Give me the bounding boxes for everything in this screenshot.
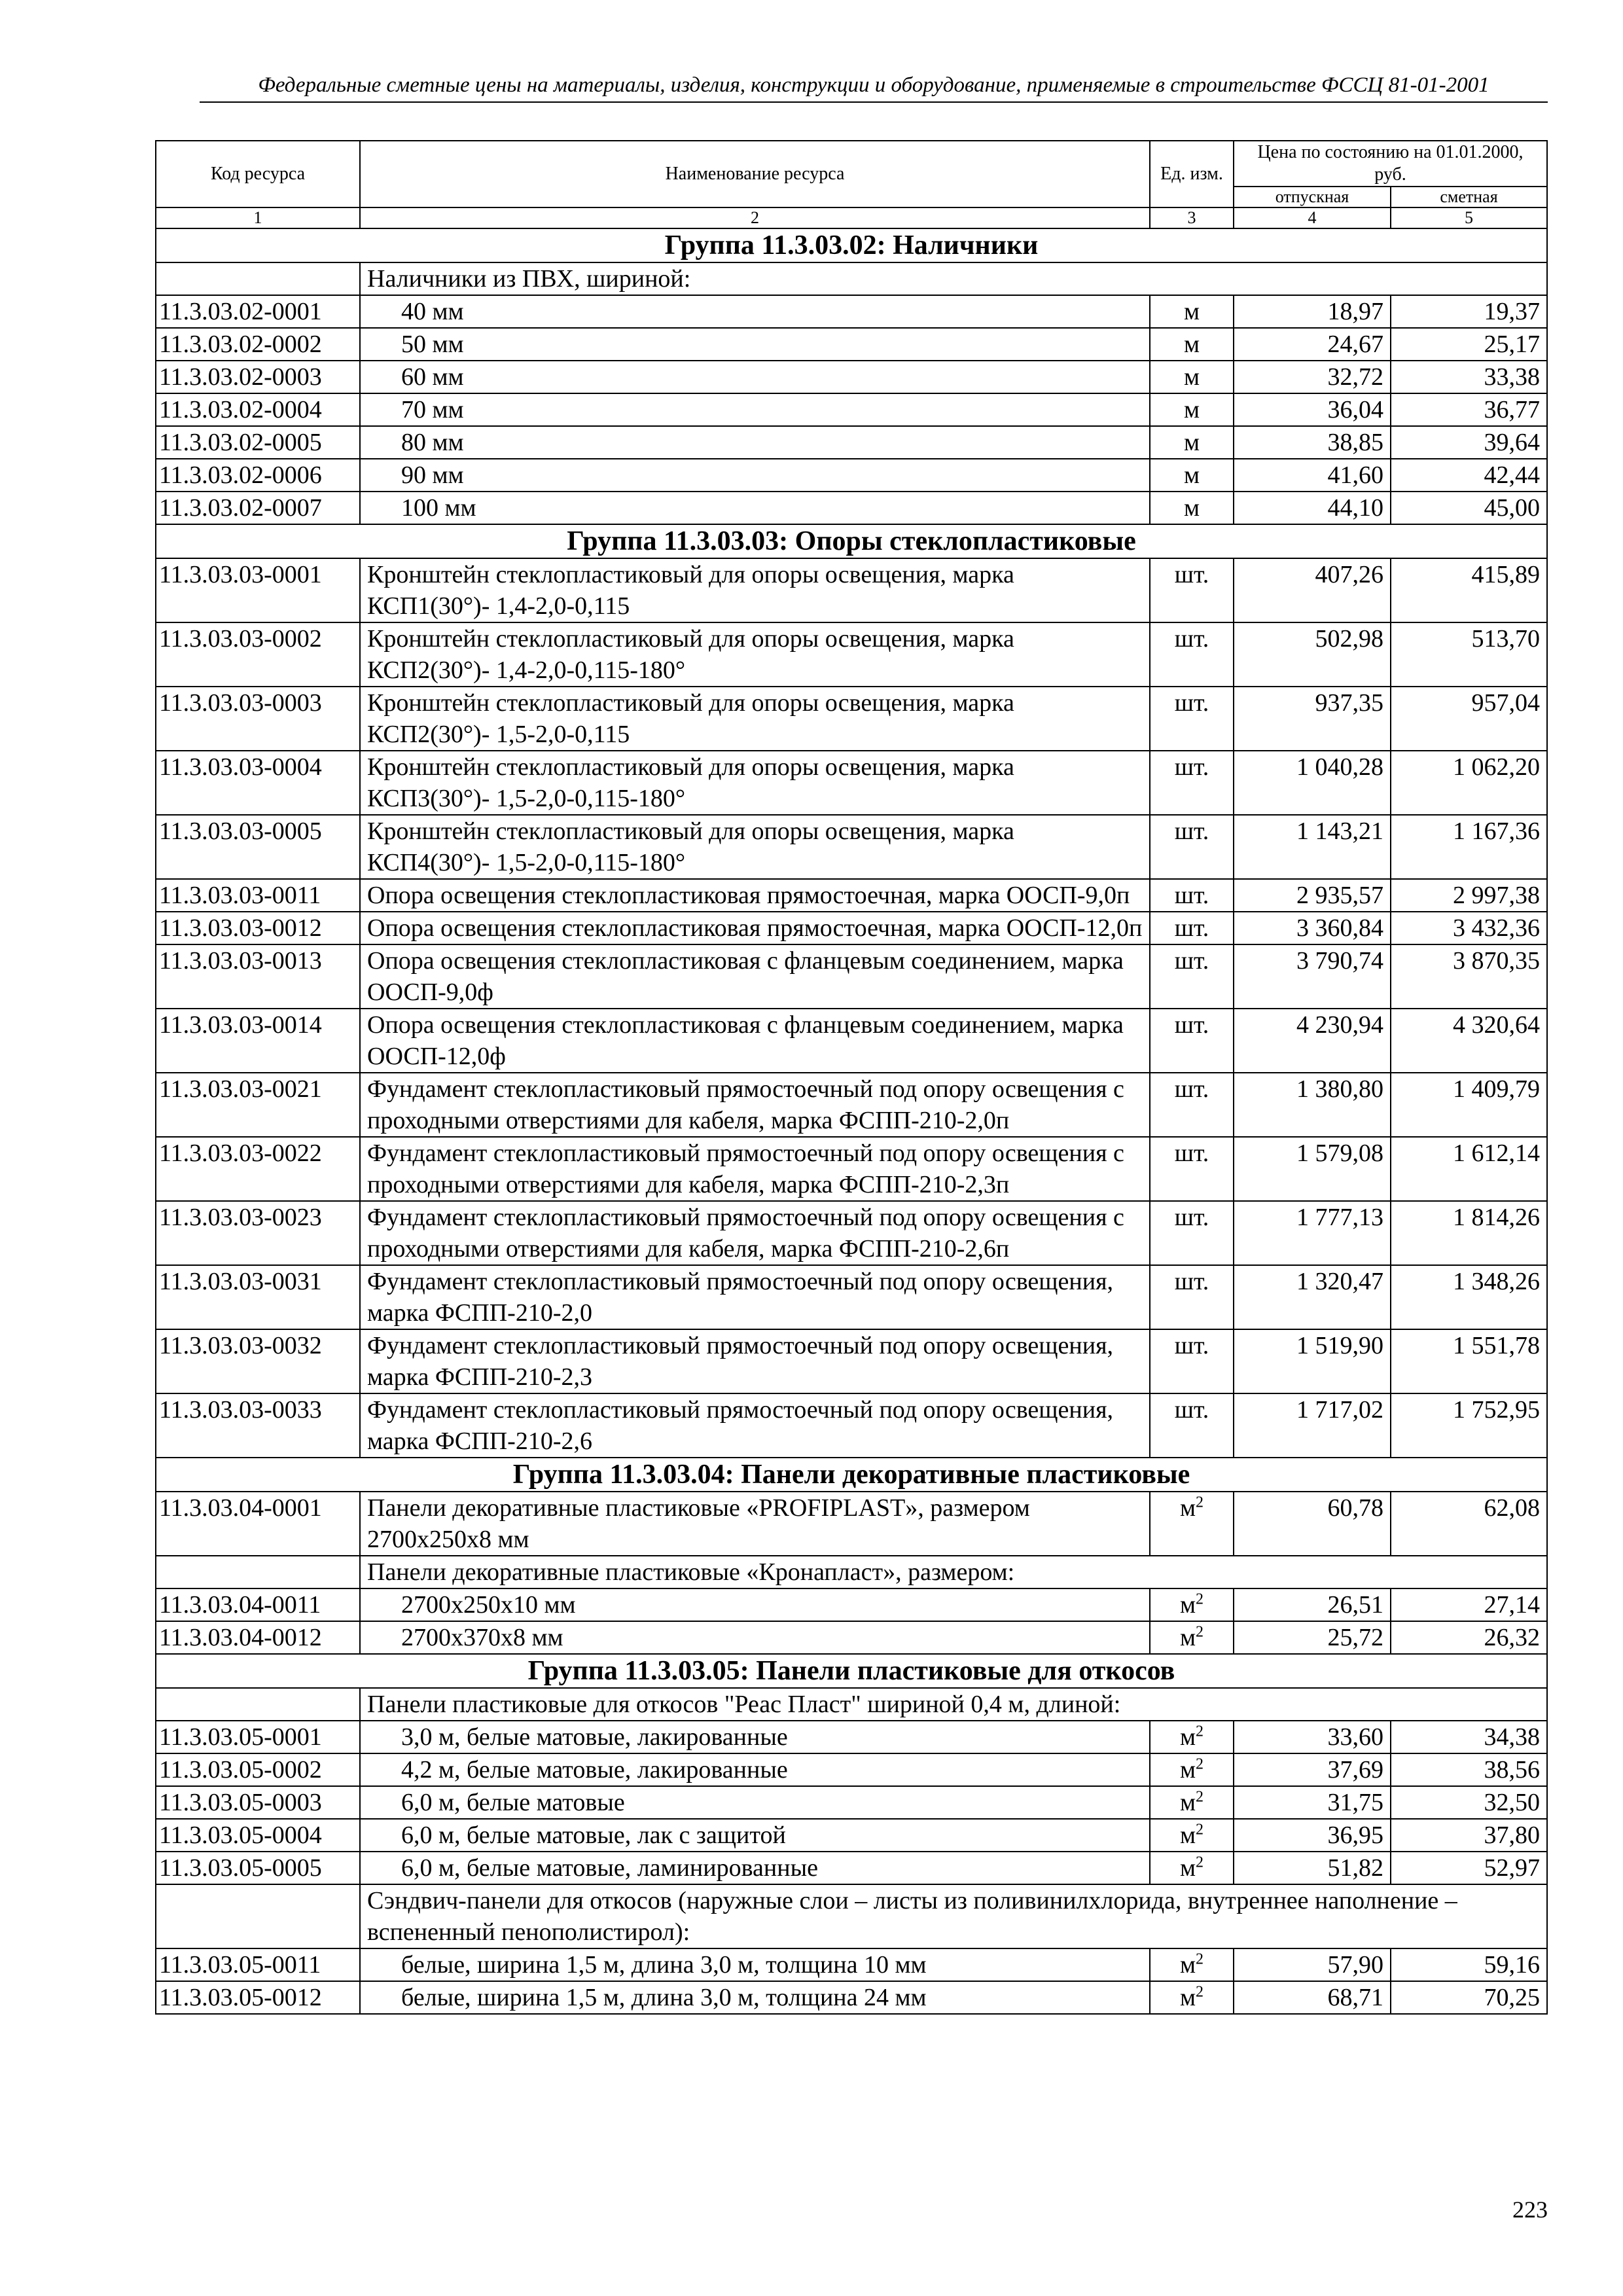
subheading-text: Наличники из ПВХ, шириной: [360, 262, 1547, 295]
price-release: 3 790,74 [1234, 944, 1391, 1009]
resource-code: 11.3.03.05-0005 [156, 1852, 360, 1884]
unit-superscript: 2 [1196, 1983, 1204, 2001]
price-release: 4 230,94 [1234, 1009, 1391, 1073]
header-price-release: отпускная [1234, 187, 1391, 207]
price-estimate: 1 551,78 [1391, 1329, 1547, 1393]
subheading-row [156, 1688, 1547, 1721]
resource-code: 11.3.03.05-0011 [156, 1948, 360, 1981]
table-row [156, 1786, 1547, 1819]
table-row [156, 1492, 1547, 1556]
running-header: Федеральные сметные цены на материалы, изделия, конструкции и оборудование, применяемые в строительстве ФССЦ 81-01-2001 [200, 73, 1548, 103]
resource-code: 11.3.03.03-0023 [156, 1201, 360, 1265]
price-estimate: 26,32 [1391, 1621, 1547, 1654]
subheading-text: Сэндвич-панели для откосов (наружные слои – листы из поливинилхлорида, внутреннее наполнение – вспененный пенополистирол): [360, 1884, 1547, 1948]
unit-text: м [1179, 1951, 1196, 1979]
unit-text: м [1179, 1591, 1196, 1619]
price-estimate: 39,64 [1391, 426, 1547, 459]
group-row [156, 524, 1547, 558]
resource-name: Фундамент стеклопластиковый прямостоечный под опору освещения, марка ФСПП-210-2,3 [360, 1329, 1150, 1393]
unit-text: шт. [1174, 817, 1209, 845]
resource-code: 11.3.03.02-0006 [156, 459, 360, 492]
resource-name: Опора освещения стеклопластиковая с фланцевым соединением, марка ООСП-9,0ф [360, 944, 1150, 1009]
resource-code: 11.3.03.05-0003 [156, 1786, 360, 1819]
price-release: 60,78 [1234, 1492, 1391, 1556]
price-estimate: 32,50 [1391, 1786, 1547, 1819]
price-estimate: 38,56 [1391, 1753, 1547, 1786]
table-row [156, 361, 1547, 393]
resource-code: 11.3.03.02-0003 [156, 361, 360, 393]
table-row [156, 1948, 1547, 1981]
table-row [156, 1329, 1547, 1393]
table-row [156, 1009, 1547, 1073]
unit-text: м [1179, 1756, 1196, 1784]
resource-name: 6,0 м, белые матовые, лак с защитой [360, 1819, 1150, 1852]
resource-code: 11.3.03.03-0002 [156, 622, 360, 687]
price-release: 502,98 [1234, 622, 1391, 687]
price-estimate: 1 612,14 [1391, 1137, 1547, 1201]
price-release: 1 777,13 [1234, 1201, 1391, 1265]
empty-cell [156, 262, 360, 295]
unit-text: м [1179, 1494, 1196, 1522]
resource-name: 60 мм [360, 361, 1150, 393]
table-row [156, 1265, 1547, 1329]
unit-cell [1150, 1981, 1234, 2014]
price-estimate: 2 997,38 [1391, 879, 1547, 912]
resource-name: Фундамент стеклопластиковый прямостоечный под опору освещения с проходными отверстиями для кабеля, марка ФСПП-210-2,0п [360, 1073, 1150, 1137]
resource-code: 11.3.03.05-0001 [156, 1721, 360, 1753]
price-release: 18,97 [1234, 295, 1391, 328]
unit-cell [1150, 1852, 1234, 1884]
table-row [156, 558, 1547, 622]
price-estimate: 3 870,35 [1391, 944, 1547, 1009]
table-row [156, 1137, 1547, 1201]
unit-cell [1150, 295, 1234, 328]
group-row [156, 228, 1547, 262]
table-row [156, 1721, 1547, 1753]
unit-superscript: 2 [1196, 1950, 1204, 1968]
table-body [156, 228, 1547, 2014]
unit-text: м [1183, 461, 1200, 489]
resource-code: 11.3.03.03-0022 [156, 1137, 360, 1201]
resource-name: Фундамент стеклопластиковый прямостоечный под опору освещения с проходными отверстиями для кабеля, марка ФСПП-210-2,6п [360, 1201, 1150, 1265]
unit-text: м [1183, 331, 1200, 358]
unit-cell [1150, 1137, 1234, 1201]
price-estimate: 957,04 [1391, 687, 1547, 751]
resource-name: 2700х370х8 мм [360, 1621, 1150, 1654]
resource-name: 50 мм [360, 328, 1150, 361]
resource-code: 11.3.03.05-0012 [156, 1981, 360, 2014]
unit-cell [1150, 944, 1234, 1009]
unit-text: шт. [1174, 882, 1209, 909]
subheading-row [156, 1556, 1547, 1588]
unit-cell [1150, 815, 1234, 879]
unit-cell [1150, 1073, 1234, 1137]
unit-cell [1150, 1265, 1234, 1329]
column-number: 1 [156, 207, 360, 228]
subheading-row [156, 262, 1547, 295]
unit-cell [1150, 492, 1234, 524]
resource-code: 11.3.03.03-0013 [156, 944, 360, 1009]
price-estimate: 1 348,26 [1391, 1265, 1547, 1329]
resource-name: 100 мм [360, 492, 1150, 524]
unit-text: м [1179, 1624, 1196, 1651]
column-number: 3 [1150, 207, 1234, 228]
price-estimate: 33,38 [1391, 361, 1547, 393]
column-number: 4 [1234, 207, 1391, 228]
resource-name: 40 мм [360, 295, 1150, 328]
price-estimate: 34,38 [1391, 1721, 1547, 1753]
table-row [156, 1621, 1547, 1654]
unit-text: шт. [1174, 1332, 1209, 1359]
resource-name: Панели декоративные пластиковые «PROFIPLAST», размером 2700х250х8 мм [360, 1492, 1150, 1556]
resource-code: 11.3.03.05-0004 [156, 1819, 360, 1852]
unit-cell [1150, 426, 1234, 459]
subheading-row [156, 1884, 1547, 1948]
unit-cell [1150, 558, 1234, 622]
price-release: 36,95 [1234, 1819, 1391, 1852]
table-row [156, 751, 1547, 815]
unit-text: шт. [1174, 561, 1209, 588]
resource-name: белые, ширина 1,5 м, длина 3,0 м, толщина 10 мм [360, 1948, 1150, 1981]
resource-name: 80 мм [360, 426, 1150, 459]
table-row [156, 1753, 1547, 1786]
resource-name: Опора освещения стеклопластиковая с фланцевым соединением, марка ООСП-12,0ф [360, 1009, 1150, 1073]
price-release: 1 143,21 [1234, 815, 1391, 879]
resource-code: 11.3.03.04-0011 [156, 1588, 360, 1621]
resource-code: 11.3.03.03-0014 [156, 1009, 360, 1073]
table-row [156, 328, 1547, 361]
unit-text: шт. [1174, 1011, 1209, 1039]
table-row [156, 879, 1547, 912]
resource-name: 70 мм [360, 393, 1150, 426]
unit-cell [1150, 1492, 1234, 1556]
unit-superscript: 2 [1196, 1821, 1204, 1839]
unit-text: шт. [1174, 1268, 1209, 1295]
unit-text: м [1183, 363, 1200, 391]
unit-cell [1150, 1753, 1234, 1786]
unit-text: м [1183, 298, 1200, 325]
unit-text: шт. [1174, 1396, 1209, 1424]
unit-cell [1150, 361, 1234, 393]
unit-text: шт. [1174, 914, 1209, 942]
resource-code: 11.3.03.03-0001 [156, 558, 360, 622]
resource-name: 3,0 м, белые матовые, лакированные [360, 1721, 1150, 1753]
unit-superscript: 2 [1196, 1755, 1204, 1773]
resource-name: 90 мм [360, 459, 1150, 492]
resource-code: 11.3.03.05-0002 [156, 1753, 360, 1786]
unit-superscript: 2 [1196, 1590, 1204, 1608]
column-number: 2 [360, 207, 1150, 228]
unit-superscript: 2 [1196, 1494, 1204, 1511]
header-price: Цена по состоянию на 01.01.2000, руб. [1234, 141, 1547, 187]
table-row [156, 393, 1547, 426]
unit-cell [1150, 1948, 1234, 1981]
unit-cell [1150, 459, 1234, 492]
empty-cell [156, 1556, 360, 1588]
price-estimate: 42,44 [1391, 459, 1547, 492]
price-release: 31,75 [1234, 1786, 1391, 1819]
unit-cell [1150, 687, 1234, 751]
table-row [156, 1588, 1547, 1621]
unit-text: шт. [1174, 1139, 1209, 1167]
price-release: 51,82 [1234, 1852, 1391, 1884]
price-release: 3 360,84 [1234, 912, 1391, 944]
price-release: 44,10 [1234, 492, 1391, 524]
resource-code: 11.3.03.03-0003 [156, 687, 360, 751]
unit-cell [1150, 1621, 1234, 1654]
table-row [156, 426, 1547, 459]
page-number: 223 [1512, 2197, 1548, 2223]
price-estimate: 1 409,79 [1391, 1073, 1547, 1137]
resource-name: Кронштейн стеклопластиковый для опоры освещения, марка КСП4(30°)- 1,5-2,0-0,115-180° [360, 815, 1150, 879]
resource-name: Опора освещения стеклопластиковая прямостоечная, марка ООСП-9,0п [360, 879, 1150, 912]
price-estimate: 59,16 [1391, 1948, 1547, 1981]
price-estimate: 1 167,36 [1391, 815, 1547, 879]
resource-code: 11.3.03.03-0011 [156, 879, 360, 912]
resource-code: 11.3.03.03-0033 [156, 1393, 360, 1458]
unit-superscript: 2 [1196, 1854, 1204, 1871]
resource-name: Опора освещения стеклопластиковая прямостоечная, марка ООСП-12,0п [360, 912, 1150, 944]
price-estimate: 19,37 [1391, 295, 1547, 328]
resource-name: белые, ширина 1,5 м, длина 3,0 м, толщина 24 мм [360, 1981, 1150, 2014]
resource-code: 11.3.03.04-0001 [156, 1492, 360, 1556]
price-estimate: 62,08 [1391, 1492, 1547, 1556]
price-release: 1 380,80 [1234, 1073, 1391, 1137]
unit-text: м [1179, 1984, 1196, 2011]
resource-name: 4,2 м, белые матовые, лакированные [360, 1753, 1150, 1786]
resource-code: 11.3.03.02-0002 [156, 328, 360, 361]
unit-text: м [1179, 1723, 1196, 1751]
unit-superscript: 2 [1196, 1788, 1204, 1806]
empty-cell [156, 1688, 360, 1721]
table-row [156, 492, 1547, 524]
unit-cell [1150, 328, 1234, 361]
price-estimate: 3 432,36 [1391, 912, 1547, 944]
price-release: 38,85 [1234, 426, 1391, 459]
unit-text: шт. [1174, 689, 1209, 717]
unit-superscript: 2 [1196, 1723, 1204, 1740]
price-estimate: 36,77 [1391, 393, 1547, 426]
price-estimate: 513,70 [1391, 622, 1547, 687]
unit-cell [1150, 912, 1234, 944]
resource-code: 11.3.03.02-0001 [156, 295, 360, 328]
price-estimate: 25,17 [1391, 328, 1547, 361]
price-release: 33,60 [1234, 1721, 1391, 1753]
unit-cell [1150, 1786, 1234, 1819]
resource-code: 11.3.03.02-0005 [156, 426, 360, 459]
unit-cell [1150, 751, 1234, 815]
price-release: 37,69 [1234, 1753, 1391, 1786]
price-table [155, 140, 1548, 2015]
table-row [156, 1819, 1547, 1852]
unit-cell [1150, 1588, 1234, 1621]
price-release: 407,26 [1234, 558, 1391, 622]
table-row [156, 295, 1547, 328]
table-row [156, 459, 1547, 492]
price-estimate: 1 814,26 [1391, 1201, 1547, 1265]
price-release: 32,72 [1234, 361, 1391, 393]
unit-text: шт. [1174, 625, 1209, 653]
price-release: 1 579,08 [1234, 1137, 1391, 1201]
price-release: 68,71 [1234, 1981, 1391, 2014]
unit-text: шт. [1174, 753, 1209, 781]
unit-text: шт. [1174, 1204, 1209, 1231]
subheading-text: Панели декоративные пластиковые «Кронапласт», размером: [360, 1556, 1547, 1588]
unit-cell [1150, 1009, 1234, 1073]
price-release: 1 040,28 [1234, 751, 1391, 815]
price-release: 41,60 [1234, 459, 1391, 492]
price-estimate: 1 062,20 [1391, 751, 1547, 815]
price-estimate: 1 752,95 [1391, 1393, 1547, 1458]
unit-cell [1150, 1819, 1234, 1852]
resource-name: Кронштейн стеклопластиковый для опоры освещения, марка КСП3(30°)- 1,5-2,0-0,115-180° [360, 751, 1150, 815]
unit-cell [1150, 879, 1234, 912]
price-release: 2 935,57 [1234, 879, 1391, 912]
unit-text: шт. [1174, 947, 1209, 975]
unit-text: м [1183, 494, 1200, 522]
price-release: 1 519,90 [1234, 1329, 1391, 1393]
table-row [156, 1852, 1547, 1884]
resource-code: 11.3.03.03-0021 [156, 1073, 360, 1137]
resource-name: Кронштейн стеклопластиковый для опоры освещения, марка КСП2(30°)- 1,4-2,0-0,115-180° [360, 622, 1150, 687]
unit-cell [1150, 1329, 1234, 1393]
empty-cell [156, 1884, 360, 1948]
price-estimate: 27,14 [1391, 1588, 1547, 1621]
price-estimate: 415,89 [1391, 558, 1547, 622]
price-release: 57,90 [1234, 1948, 1391, 1981]
unit-text: м [1179, 1821, 1196, 1849]
resource-name: Фундамент стеклопластиковый прямостоечный под опору освещения, марка ФСПП-210-2,6 [360, 1393, 1150, 1458]
table-row [156, 944, 1547, 1009]
resource-name: 6,0 м, белые матовые, ламинированные [360, 1852, 1150, 1884]
resource-code: 11.3.03.03-0012 [156, 912, 360, 944]
resource-code: 11.3.03.03-0031 [156, 1265, 360, 1329]
group-title: Группа 11.3.03.05: Панели пластиковые для откосов [156, 1654, 1547, 1688]
unit-cell [1150, 393, 1234, 426]
price-release: 1 320,47 [1234, 1265, 1391, 1329]
header-name: Наименование ресурса [360, 141, 1150, 207]
resource-name: Фундамент стеклопластиковый прямостоечный под опору освещения, марка ФСПП-210-2,0 [360, 1265, 1150, 1329]
resource-name: Кронштейн стеклопластиковый для опоры освещения, марка КСП1(30°)- 1,4-2,0-0,115 [360, 558, 1150, 622]
unit-text: м [1179, 1789, 1196, 1816]
price-estimate: 52,97 [1391, 1852, 1547, 1884]
table-row [156, 1981, 1547, 2014]
table-row [156, 815, 1547, 879]
unit-cell [1150, 1201, 1234, 1265]
table-row [156, 687, 1547, 751]
price-estimate: 4 320,64 [1391, 1009, 1547, 1073]
resource-code: 11.3.03.03-0005 [156, 815, 360, 879]
group-title: Группа 11.3.03.02: Наличники [156, 228, 1547, 262]
group-row [156, 1458, 1547, 1492]
resource-code: 11.3.03.03-0004 [156, 751, 360, 815]
header-unit: Ед. изм. [1150, 141, 1234, 207]
table-row [156, 1393, 1547, 1458]
column-number: 5 [1391, 207, 1547, 228]
resource-name: 2700х250х10 мм [360, 1588, 1150, 1621]
table-row [156, 1073, 1547, 1137]
table-row [156, 622, 1547, 687]
price-release: 24,67 [1234, 328, 1391, 361]
group-row [156, 1654, 1547, 1688]
price-estimate: 37,80 [1391, 1819, 1547, 1852]
resource-code: 11.3.03.03-0032 [156, 1329, 360, 1393]
unit-cell [1150, 1721, 1234, 1753]
table-row [156, 1201, 1547, 1265]
unit-cell [1150, 1393, 1234, 1458]
price-estimate: 45,00 [1391, 492, 1547, 524]
unit-superscript: 2 [1196, 1623, 1204, 1641]
unit-text: шт. [1174, 1075, 1209, 1103]
price-release: 25,72 [1234, 1621, 1391, 1654]
price-release: 937,35 [1234, 687, 1391, 751]
resource-code: 11.3.03.02-0004 [156, 393, 360, 426]
resource-name: 6,0 м, белые матовые [360, 1786, 1150, 1819]
resource-code: 11.3.03.02-0007 [156, 492, 360, 524]
unit-text: м [1183, 429, 1200, 456]
price-release: 36,04 [1234, 393, 1391, 426]
price-release: 26,51 [1234, 1588, 1391, 1621]
price-estimate: 70,25 [1391, 1981, 1547, 2014]
unit-text: м [1183, 396, 1200, 423]
price-release: 1 717,02 [1234, 1393, 1391, 1458]
group-title: Группа 11.3.03.03: Опоры стеклопластиковые [156, 524, 1547, 558]
subheading-text: Панели пластиковые для откосов "Реас Пласт" шириной 0,4 м, длиной: [360, 1688, 1547, 1721]
header-code: Код ресурса [156, 141, 360, 207]
table-row [156, 912, 1547, 944]
group-title: Группа 11.3.03.04: Панели декоративные пластиковые [156, 1458, 1547, 1492]
resource-code: 11.3.03.04-0012 [156, 1621, 360, 1654]
resource-name: Кронштейн стеклопластиковый для опоры освещения, марка КСП2(30°)- 1,5-2,0-0,115 [360, 687, 1150, 751]
unit-text: м [1179, 1854, 1196, 1882]
resource-name: Фундамент стеклопластиковый прямостоечный под опору освещения с проходными отверстиями для кабеля, марка ФСПП-210-2,3п [360, 1137, 1150, 1201]
header-price-estimate: сметная [1391, 187, 1547, 207]
unit-cell [1150, 622, 1234, 687]
